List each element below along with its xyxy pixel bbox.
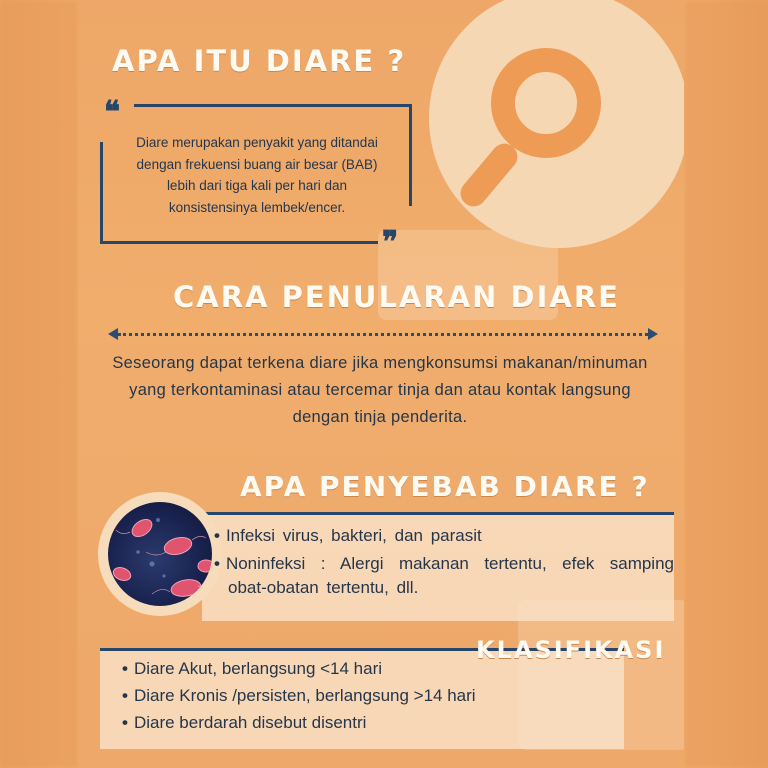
blurred-background-right (684, 0, 768, 768)
transmission-text: Seseorang dapat terkena diare jika mengkonsumsi makanan/minuman yang terkontaminasi atau tercemar tinja dan atau kontak langsung dengan tinja penderita. (112, 354, 648, 426)
bacteria-illustration (108, 502, 212, 606)
bullet-icon: • (214, 526, 220, 545)
list-item (214, 552, 674, 600)
arrow-left-icon (108, 328, 118, 340)
bullet-icon: • (122, 686, 128, 705)
diare-infographic-poster (78, 0, 684, 768)
bullet-icon: • (122, 659, 128, 678)
cause-item-text: Infeksi virus, bakteri, dan parasit (225, 526, 482, 545)
bullet-icon: • (122, 713, 128, 732)
section-title-transmission: CARA PENULARAN DIARE (173, 280, 620, 314)
quote-frame-right (409, 104, 412, 206)
quote-frame-left (100, 142, 103, 244)
dotted-arrow-divider (108, 328, 658, 340)
classification-item-text: Diare Akut, berlangsung <14 hari (133, 659, 383, 678)
list-item (122, 655, 622, 682)
section-title-causes: APA PENYEBAB DIARE ? (240, 470, 650, 503)
list-item (122, 709, 622, 736)
list-item (214, 524, 674, 548)
section-title-what: APA ITU DIARE ? (112, 44, 407, 78)
arrow-right-icon (648, 328, 658, 340)
bullet-icon: • (214, 554, 220, 573)
open-quote-icon: ❝ (104, 95, 121, 130)
list-item (122, 682, 622, 709)
quote-frame-top (134, 104, 412, 107)
bacteria-drawing (108, 502, 212, 606)
section-title-classification: KLASIFIKASI (476, 636, 666, 664)
definition-quote-box (100, 95, 412, 260)
causes-list (214, 524, 674, 604)
dotted-line (118, 333, 648, 336)
definition-text: Diare merupakan penyakit yang ditandai dengan frekuensi buang air besar (BAB) lebih dari tiga kali per hari dan konsistensinya lembek/encer. (136, 135, 378, 215)
magnifier-icon (491, 48, 601, 158)
quote-frame-bottom (100, 241, 378, 244)
classification-list (122, 655, 622, 736)
blurred-background-left (0, 0, 78, 768)
cause-item-text: Noninfeksi : Alergi makanan tertentu, efek samping obat-obatan tertentu, dll. (225, 554, 674, 597)
classification-item-text: Diare berdarah disebut disentri (133, 713, 367, 732)
classification-item-text: Diare Kronis /persisten, berlangsung >14 hari (133, 686, 476, 705)
close-quote-icon: ❞ (382, 225, 399, 260)
